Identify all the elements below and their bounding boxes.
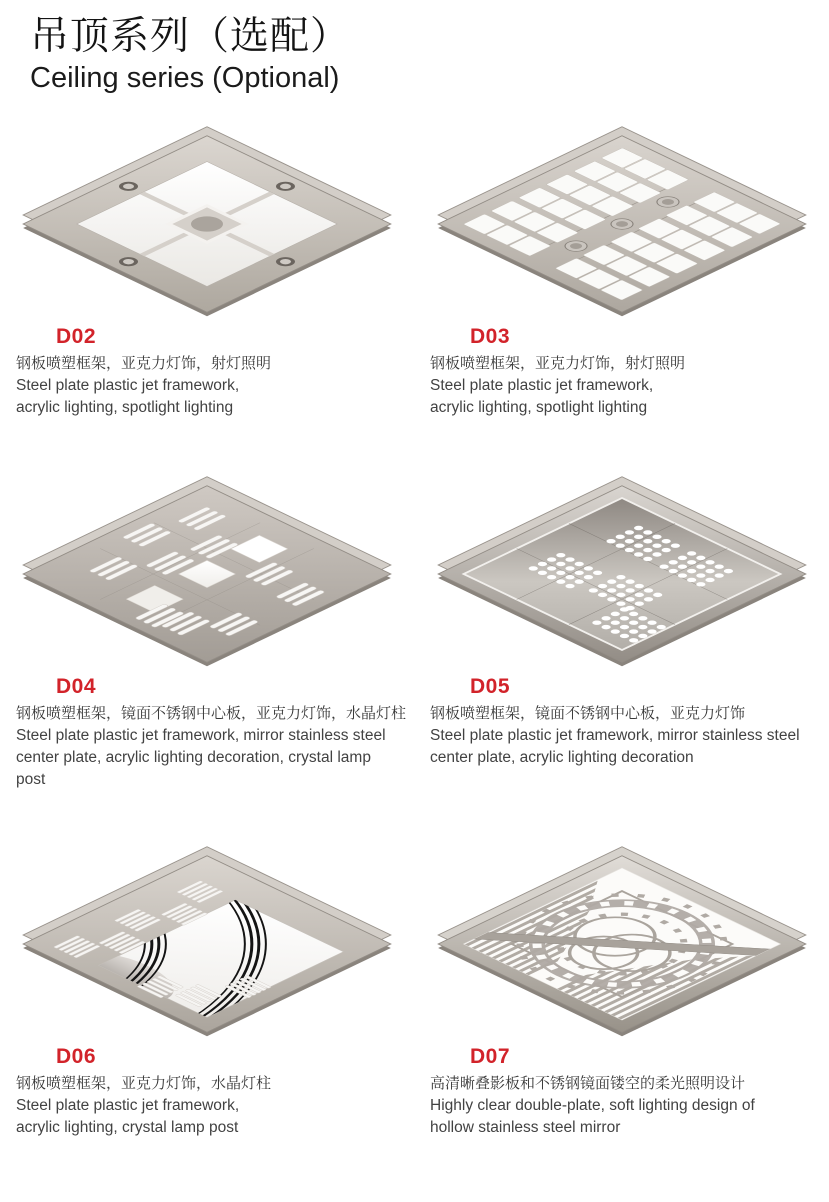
product-desc-en-line2: acrylic lighting, crystal lamp post — [16, 1118, 239, 1136]
product-desc-zh: 钢板喷塑框架，镜面不锈钢中心板，亚克力灯饰 — [430, 704, 746, 722]
page-header — [0, 0, 829, 95]
product-code: D02 — [56, 324, 97, 348]
product-code: D03 — [470, 324, 511, 348]
product-desc-en-line2: center plate, acrylic lighting decoration — [430, 748, 694, 766]
product-desc-en-line2: acrylic lighting, spotlight lighting — [430, 398, 648, 416]
product-code: D06 — [56, 1044, 97, 1068]
product-desc-en-line2: center plate, acrylic lighting decoration, crystal lamp post — [16, 748, 371, 788]
ceiling-d07-illustration — [422, 823, 822, 1039]
product-desc-en-line1: Steel plate plastic jet framework, mirror stainless steel — [430, 726, 800, 744]
product-desc-en-line1: Steel plate plastic jet framework, mirror stainless steel — [16, 726, 386, 744]
product-cell — [0, 103, 414, 453]
ceiling-d04-illustration — [7, 453, 407, 669]
product-cell — [414, 103, 829, 453]
product-code: D04 — [56, 674, 97, 698]
product-desc-zh: 钢板喷塑框架，亚克力灯饰，水晶灯柱 — [16, 1074, 272, 1092]
ceiling-d03-illustration — [422, 103, 822, 319]
product-desc-zh: 高清晰叠影板和不锈钢镜面镂空的柔光照明设计 — [430, 1074, 746, 1092]
page-title-zh: 吊顶系列（选配） — [30, 15, 351, 58]
product-desc-zh: 钢板喷塑框架，亚克力灯饰，射灯照明 — [16, 354, 272, 372]
product-desc-en-line2: hollow stainless steel mirror — [430, 1118, 621, 1136]
product-desc-en-line1: Steel plate plastic jet framework, — [16, 1096, 240, 1114]
product-grid — [0, 103, 829, 1175]
product-desc-zh: 钢板喷塑框架，镜面不锈钢中心板，亚克力灯饰，水晶灯柱 — [16, 704, 407, 722]
product-desc-en-line1: Steel plate plastic jet framework, — [16, 376, 240, 394]
product-cell — [414, 453, 829, 823]
product-cell — [0, 823, 414, 1175]
ceiling-d02-illustration — [7, 103, 407, 319]
product-desc-en-line1: Highly clear double-plate, soft lighting design of — [430, 1096, 755, 1114]
ceiling-d05-illustration — [422, 453, 822, 669]
product-cell — [0, 453, 414, 823]
page-title-en: Ceiling series (Optional) — [30, 61, 340, 94]
product-desc-zh: 钢板喷塑框架，亚克力灯饰，射灯照明 — [430, 354, 686, 372]
product-code: D05 — [470, 674, 511, 698]
product-desc-en-line2: acrylic lighting, spotlight lighting — [16, 398, 234, 416]
product-desc-en-line1: Steel plate plastic jet framework, — [430, 376, 654, 394]
product-cell — [414, 823, 829, 1175]
product-code: D07 — [470, 1044, 511, 1068]
ceiling-d06-illustration — [7, 823, 407, 1039]
